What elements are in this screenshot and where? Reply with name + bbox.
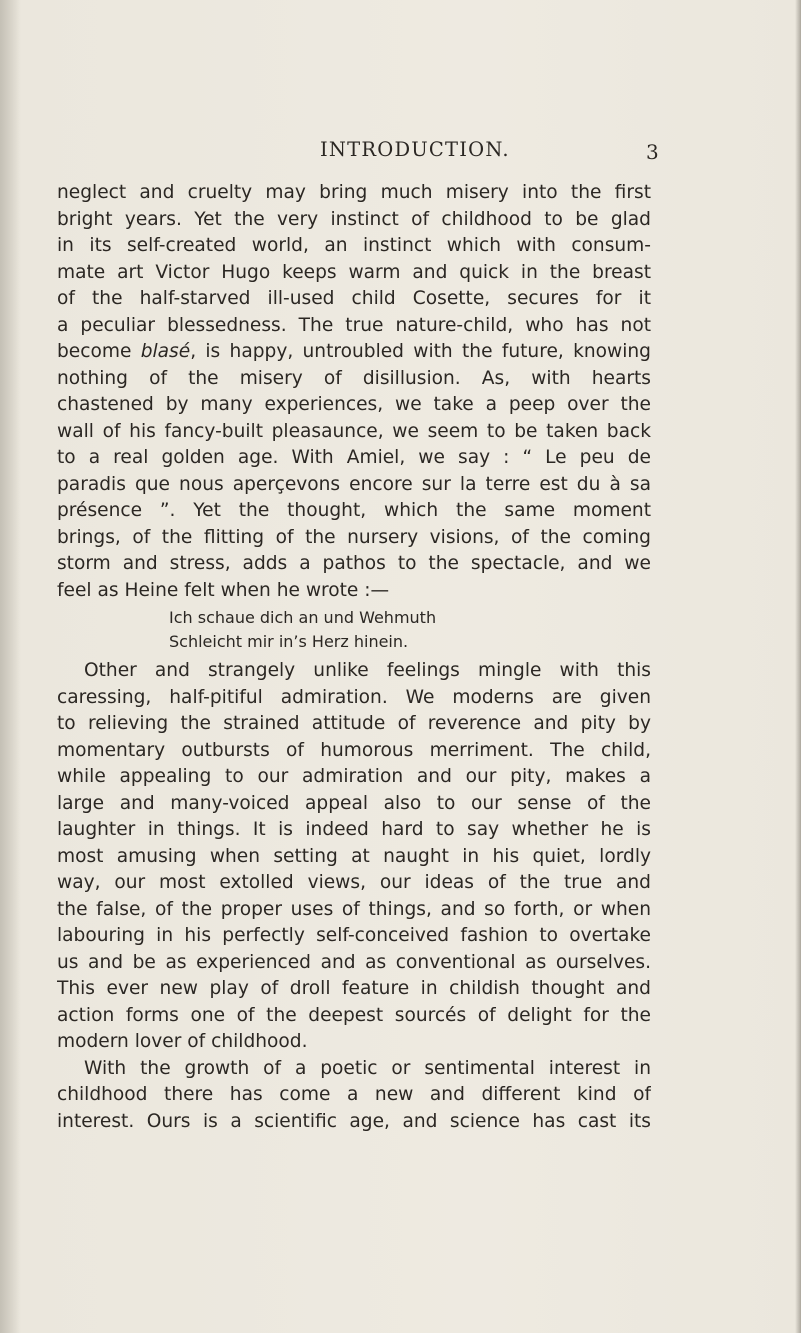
text-line: feel as Heine felt when he wrote :— [57,579,390,601]
text-line: neglect and cruelty may bring much misery into the first [57,182,651,203]
text-line: bright years. Yet the very instinct of childhood to be glad [57,208,651,230]
paragraph-start-line: Other and strangely unlike feelings mingle with this [84,660,651,681]
text-line: the false, of the proper uses of things, and so forth, or when [57,898,651,920]
text-line [57,339,651,366]
text-line: large and many-voiced appeal also to our sense of the [57,792,651,814]
text-line: wall of his fancy-built pleasaunce, we seem to be taken back [57,420,651,442]
italic-word: blasé [140,341,191,362]
text-line: chastened by many experiences, we take a peep over the [57,394,651,415]
text-line: brings, of the flitting of the nursery visions, of the coming [57,526,651,548]
text-line: us and be as experienced and as conventional as ourselves. [57,951,651,973]
text-line: modern lover of childhood. [57,1031,308,1052]
text-line: nothing of the misery of disillusion. As, with hearts [57,367,651,389]
text-line: childhood there has come a new and different kind of [57,1084,651,1105]
page-number: 3 [646,140,659,164]
text-line: a peculiar blessedness. The true nature-child, who has not [57,314,651,336]
verse-line: Schleicht mir in’s Herz hinein. [169,632,409,651]
text-line: of the half-starved ill-used child Cosette, secures for it [57,288,651,309]
text-line: paradis que nous aperçevons encore sur la terre est du à sa [57,473,651,495]
verse-line: Ich schaue dich an und Wehmuth [169,608,437,627]
text-line: way, our most extolled views, our ideas of the true and [57,872,651,893]
running-head-title: INTRODUCTION. [320,138,510,161]
text-line: caressing, half-pitiful admiration. We moderns are given [57,686,651,708]
text-line: laughter in things. It is indeed hard to say whether he is [57,819,651,840]
text-line: momentary outbursts of humorous merriment. The child, [57,739,651,761]
text-line: most amusing when setting at naught in his quiet, lordly [57,845,651,867]
body-text [57,180,651,1135]
text-line: labouring in his perfectly self-conceived fashion to overtake [57,925,651,946]
running-head [0,138,801,168]
text-line: in its self-created world, an instinct which with consum- [57,235,651,256]
text-line: to a real golden age. With Amiel, we say : “ Le peu de [57,447,651,468]
page-edge [795,0,801,1333]
text-line: This ever new play of droll feature in childish thought and [57,978,651,999]
text-line: while appealing to our admiration and our pity, makes a [57,766,651,787]
text-line: action forms one of the deepest sourcés of delight for the [57,1004,651,1026]
text-line: interest. Ours is a scientific age, and science has cast its [57,1110,651,1132]
text-line: to relieving the strained attitude of reverence and pity by [57,713,651,734]
text-fragment: become [57,341,141,362]
paragraph-start-line: With the growth of a poetic or sentimental interest in [84,1057,651,1079]
binding-shadow [0,0,20,1333]
text-line: storm and stress, adds a pathos to the spectacle, and we [57,553,651,574]
text-line: mate art Victor Hugo keeps warm and quick in the breast [57,261,651,283]
text-fragment: , is happy, untroubled with the future, knowing [190,341,651,362]
text-line: présence ”. Yet the thought, which the same moment [57,500,651,521]
